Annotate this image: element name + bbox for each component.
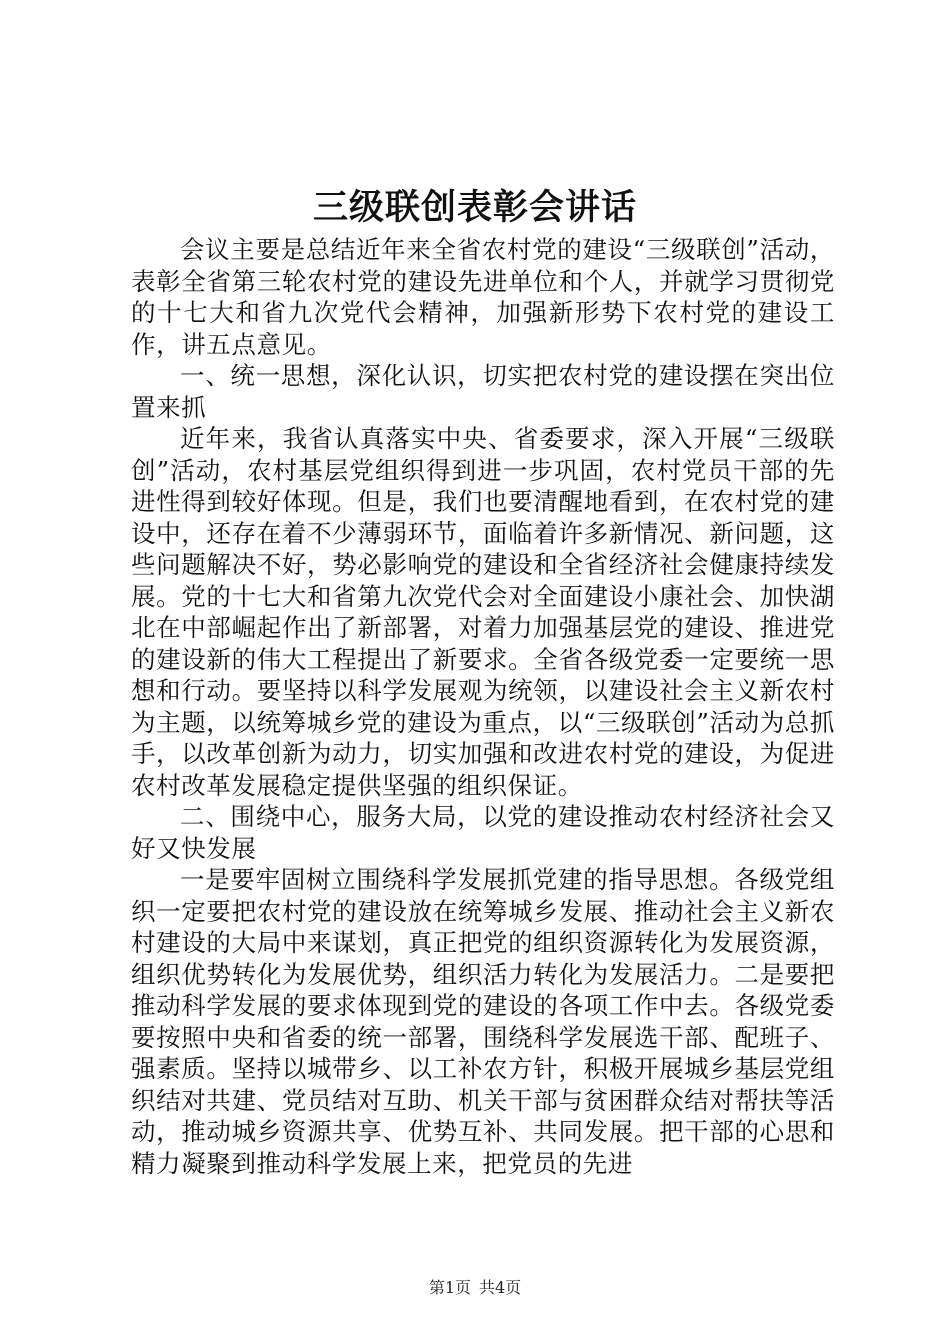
section-1-paragraph: 近年来，我省认真落实中央、省委要求，深入开展“三级联创”活动，农村基层党组织得到进一步巩固，农村党员干部的先进性得到较好体现。但是，我们也要清醒地看到，在农村党的建设中，还存在着不少薄弱环节，面临着许多新情况、新问题，这些问题解决不好，势必影响党的建设和全省经济社会健康持续发展。党的十七大和省第九次党代会对全面建设小康社会、加快湖北在中部崛起作出了新部署，对着力加强基层党的建设、推进党的建设新的伟大工程提出了新要求。全省各级党委一定要统一思想和行动。要坚持以科学发展观为统领，以建设社会主义新农村为主题，以统筹城乡党的建设为重点，以“三级联创”活动为总抓手，以改革创新为动力，切实加强和改进农村党的建设，为促进农村改革发展稳定提供坚强的组织保证。 xyxy=(131,424,835,800)
intro-paragraph: 会议主要是总结近年来全省农村党的建设“三级联创”活动，表彰全省第三轮农村党的建设先进单位和个人，并就学习贯彻党的十七大和省九次党代会精神，加强新形势下农村党的建设工作，讲五点意见。 xyxy=(131,235,835,359)
document-body xyxy=(131,234,835,1179)
document-title: 三级联创表彰会讲话 xyxy=(312,187,637,228)
page-footer xyxy=(0,1278,950,1298)
section-heading-1: 一、统一思想，深化认识，切实把农村党的建设摆在突出位置来抓 xyxy=(131,361,835,422)
page-total: 共4页 xyxy=(479,1278,522,1297)
page-number: 第1页 xyxy=(428,1278,471,1297)
section-heading-2: 二、围绕中心，服务大局，以党的建设推动农村经济社会又好又快发展 xyxy=(131,802,835,863)
section-2-paragraph: 一是要牢固树立围绕科学发展抓党建的指导思想。各级党组织一定要把农村党的建设放在统筹城乡发展、推动社会主义新农村建设的大局中来谋划，真正把党的组织资源转化为发展资源，组织优势转化为发展优势，组织活力转化为发展活力。二是要把推动科学发展的要求体现到党的建设的各项工作中去。各级党委要按照中央和省委的统一部署，围绕科学发展选干部、配班子、强素质。坚持以城带乡、以工补农方针，积极开展城乡基层党组织结对共建、党员结对互助、机关干部与贫困群众结对帮扶等活动，推动城乡资源共享、优势互补、共同发展。把干部的心思和精力凝聚到推动科学发展上来，把党员的先进 xyxy=(131,865,835,1178)
